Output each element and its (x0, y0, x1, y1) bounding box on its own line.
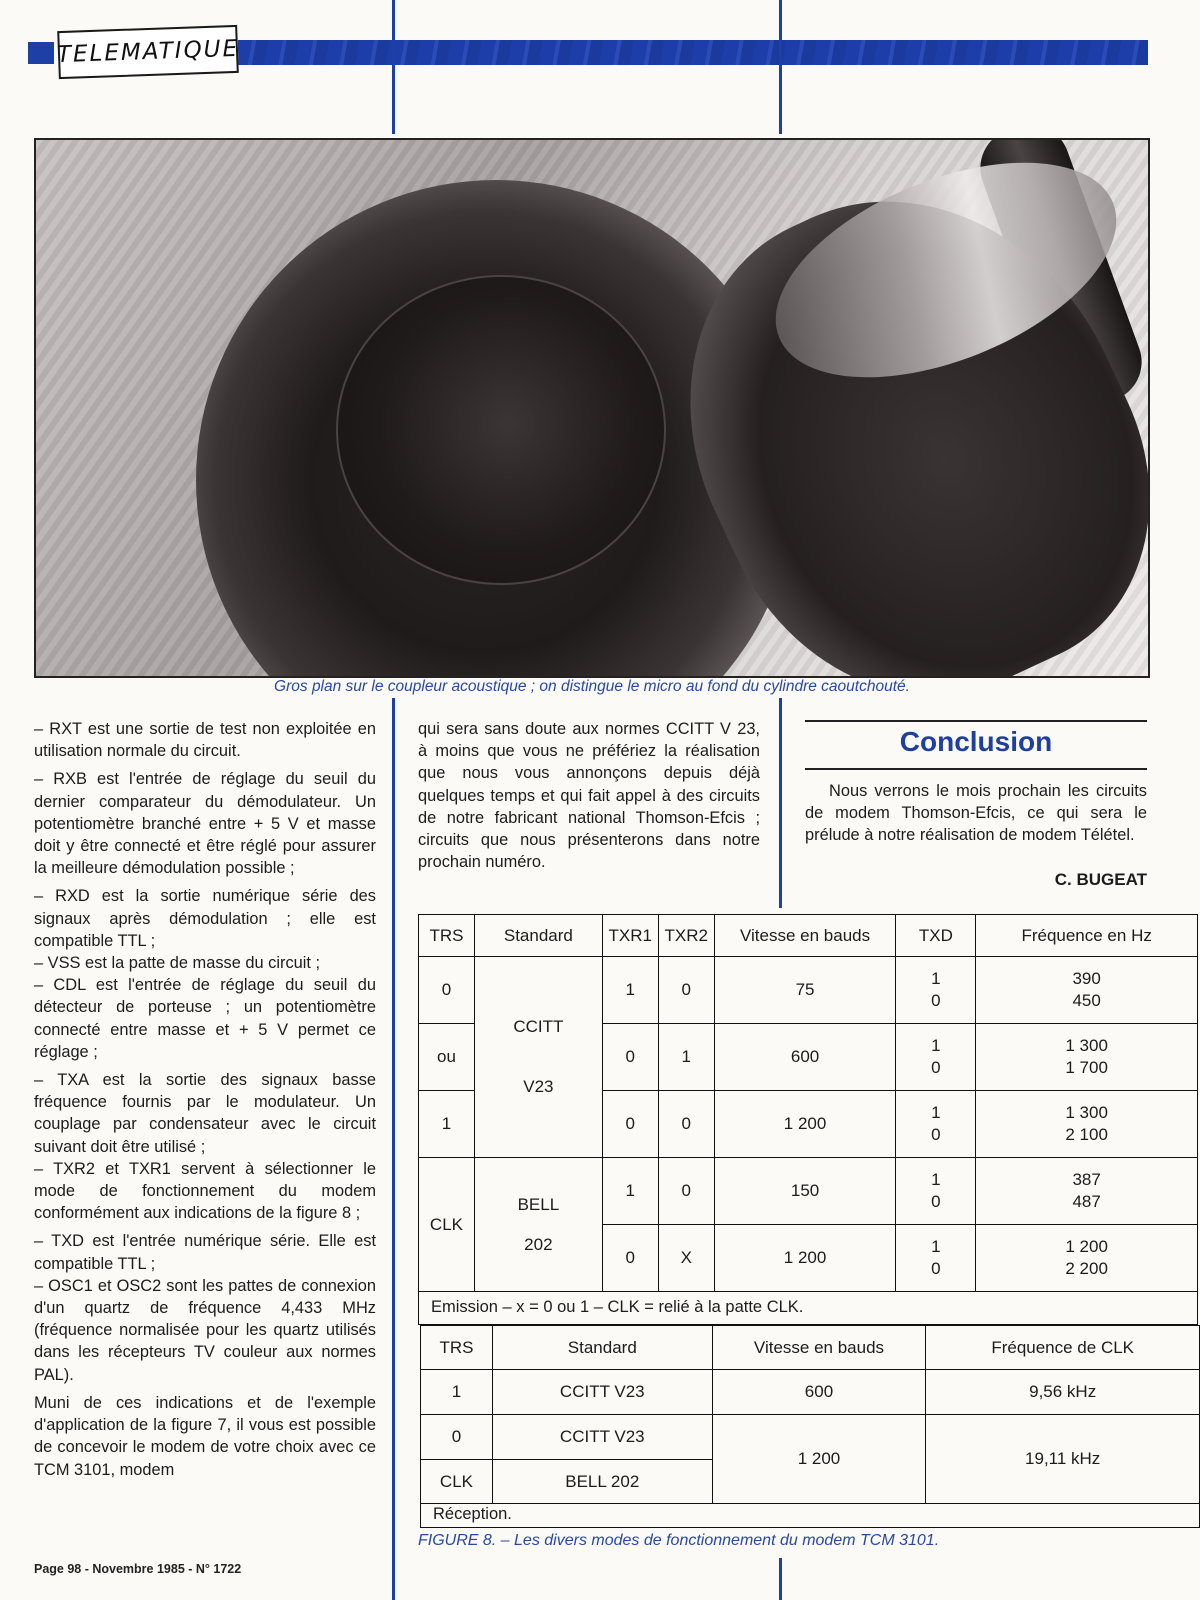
conclusion-rule-top (805, 720, 1147, 722)
speed-cell: 600 (714, 1024, 896, 1091)
frequency-cell: 390 450 (976, 957, 1198, 1024)
column-rule-bottom (779, 1558, 782, 1600)
para-rxd: – RXD est la sortie numérique série des signaux après démodulation ; elle est compatible TTL ; (34, 887, 376, 950)
table-row (421, 1370, 1200, 1415)
figure-caption: FIGURE 8. – Les divers modes de fonctionnement du modem TCM 3101. (418, 1532, 940, 1549)
col-header-standard: Standard (492, 1326, 712, 1370)
conclusion-title: Conclusion (899, 726, 1053, 757)
frequency-cell: 1 200 2 200 (976, 1225, 1198, 1292)
photo-acoustic-coupler (34, 138, 1150, 678)
frequency-cell: 1 300 1 700 (976, 1024, 1198, 1091)
txr1-cell: 0 (602, 1225, 658, 1292)
frequency-cell: 387 487 (976, 1158, 1198, 1225)
standard-cell: BELL 202 (492, 1460, 712, 1504)
header-band (238, 40, 1148, 65)
txr2-cell: 1 (658, 1024, 714, 1091)
trs-cell: 0 (421, 1415, 493, 1460)
section-label: TELEMATIQUE (56, 35, 240, 69)
section-label-box (57, 25, 239, 79)
standard-202: 202 (524, 1234, 553, 1254)
speed-cell: 75 (714, 957, 896, 1024)
txd-cell: 1 0 (896, 1024, 976, 1091)
standard-cell: CCITT V23 (492, 1370, 712, 1415)
trs-cell: CLK (421, 1460, 493, 1504)
coupler-microphone-cavity (336, 275, 666, 585)
txr1-cell: 1 (602, 957, 658, 1024)
col-header-txr1: TXR1 (602, 915, 658, 957)
clk-frequency-cell: 9,56 kHz (926, 1370, 1200, 1415)
para-rxb: – RXB est l'entrée de réglage du seuil du dernier comparateur du démodulateur. Un potentiomètre branché entre + 5 V et masse doit y être connecté et être réglé pour assurer la meilleure démodulation possible ; (34, 770, 376, 878)
standard-cell: CCITT V23 (492, 1415, 712, 1460)
trs-clk-cell: CLK (419, 1158, 475, 1292)
col-header-speed: Vitesse en bauds (712, 1326, 926, 1370)
standard-v23: V23 (523, 1077, 554, 1096)
txr2-cell: 0 (658, 1091, 714, 1158)
reception-header-row (421, 1326, 1200, 1370)
col-header-txr2: TXR2 (658, 915, 714, 957)
reception-note: Réception. (420, 1502, 1200, 1528)
page-folio: Page 98 - Novembre 1985 - N° 1722 (34, 1562, 242, 1576)
standard-ccitt-v23-cell (474, 957, 602, 1158)
txr1-cell: 0 (602, 1091, 658, 1158)
trs-cell: 1 (419, 1091, 475, 1158)
author: C. BUGEAT (1054, 870, 1147, 889)
conclusion-rule-bottom (805, 768, 1147, 770)
para-osc: – OSC1 et OSC2 sont les pattes de connexion d'un quartz de fréquence 4,433 MHz (fréquence normalisée pour les quartz utilisés dans les récepteurs TV couleur aux normes PAL). (34, 1276, 376, 1384)
para-cdl: – CDL est l'entrée de réglage du seuil du détecteur de porteuse ; un potentiomètre connecté entre masse et + 5 V permet ce réglage ; (34, 976, 376, 1061)
speed-cell: 1 200 (714, 1225, 896, 1292)
txd-cell: 1 0 (896, 1158, 976, 1225)
col-header-clk-frequency: Fréquence de CLK (926, 1326, 1200, 1370)
emission-note: Emission – x = 0 ou 1 – CLK = relié à la patte CLK. (418, 1292, 1198, 1325)
column-rule-2 (779, 698, 782, 908)
txr2-cell: X (658, 1225, 714, 1292)
txr2-cell: 0 (658, 957, 714, 1024)
column-rule-top-2 (779, 0, 782, 134)
txd-cell: 1 0 (896, 957, 976, 1024)
column-rule-1 (392, 698, 395, 1600)
col-header-standard: Standard (474, 915, 602, 957)
para-rxt: – RXT est une sortie de test non exploitée en utilisation normale du circuit. (34, 720, 376, 761)
txr1-cell: 0 (602, 1024, 658, 1091)
clk-frequency-cell-shared: 19,11 kHz (926, 1415, 1200, 1504)
conclusion-text: Nous verrons le mois prochain les circuits de modem Thomson-Efcis, ce qui sera le prélude à notre réalisation de modem Télétel. (805, 782, 1147, 845)
table-emission (418, 914, 1198, 1292)
col-header-trs: TRS (421, 1326, 493, 1370)
col-header-frequency: Fréquence en Hz (976, 915, 1198, 957)
txr1-cell: 1 (602, 1158, 658, 1225)
para-txr: – TXR2 et TXR1 servent à sélectionner le mode de fonctionnement du modem conformément aux indications de la figure 8 ; (34, 1159, 376, 1223)
standard-ccitt: CCITT (513, 1017, 564, 1036)
para-txa: – TXA est la sortie des signaux basse fréquence fournis par le modulateur. Un couplage par condensateur avec le circuit suivant doit être utilisé ; (34, 1071, 376, 1156)
standard-bell-202-cell (474, 1158, 602, 1292)
table-row (419, 957, 1198, 1024)
trs-cell: 1 (421, 1370, 493, 1415)
txr2-cell: 0 (658, 1158, 714, 1225)
para-txd: – TXD est l'entrée numérique série. Elle est compatible TTL ; (34, 1232, 376, 1273)
emission-header-row (419, 915, 1198, 957)
para-conclusion-lead: Muni de ces indications et de l'exemple d'application de la figure 7, il vous est possible de concevoir le modem de votre choix avec ce TCM 3101, modem (34, 1393, 376, 1479)
txd-cell: 1 0 (896, 1225, 976, 1292)
speed-cell: 150 (714, 1158, 896, 1225)
para-vss: – VSS est la patte de masse du circuit ; (34, 954, 321, 973)
header-band-left (28, 42, 54, 64)
column-1 (34, 718, 376, 1481)
table-row (421, 1415, 1200, 1460)
column-2 (418, 718, 760, 873)
frequency-cell: 1 300 2 100 (976, 1091, 1198, 1158)
column-rule-top-1 (392, 0, 395, 134)
speed-cell-shared: 1 200 (712, 1415, 926, 1504)
para-col2: qui sera sans doute aux normes CCITT V 23, à moins que vous ne préfériez la réalisation que nous vous annonçons depuis déjà quelques temps et qui fait appel à des circuits de notre fabricant national Thomson-Efcis ; circuits que nous présenterons dans notre prochain numéro. (418, 720, 760, 872)
col-header-txd: TXD (896, 915, 976, 957)
table-row (419, 1158, 1198, 1225)
trs-cell: 0 (419, 957, 475, 1024)
col-header-speed: Vitesse en bauds (714, 915, 896, 957)
standard-bell: BELL (517, 1194, 560, 1214)
col-header-trs: TRS (419, 915, 475, 957)
photo-caption: Gros plan sur le coupleur acoustique ; on distingue le micro au fond du cylindre caoutchouté. (274, 678, 910, 695)
speed-cell: 600 (712, 1370, 926, 1415)
table-reception (420, 1325, 1200, 1504)
trs-cell: ou (419, 1024, 475, 1091)
txd-cell: 1 0 (896, 1091, 976, 1158)
speed-cell: 1 200 (714, 1091, 896, 1158)
